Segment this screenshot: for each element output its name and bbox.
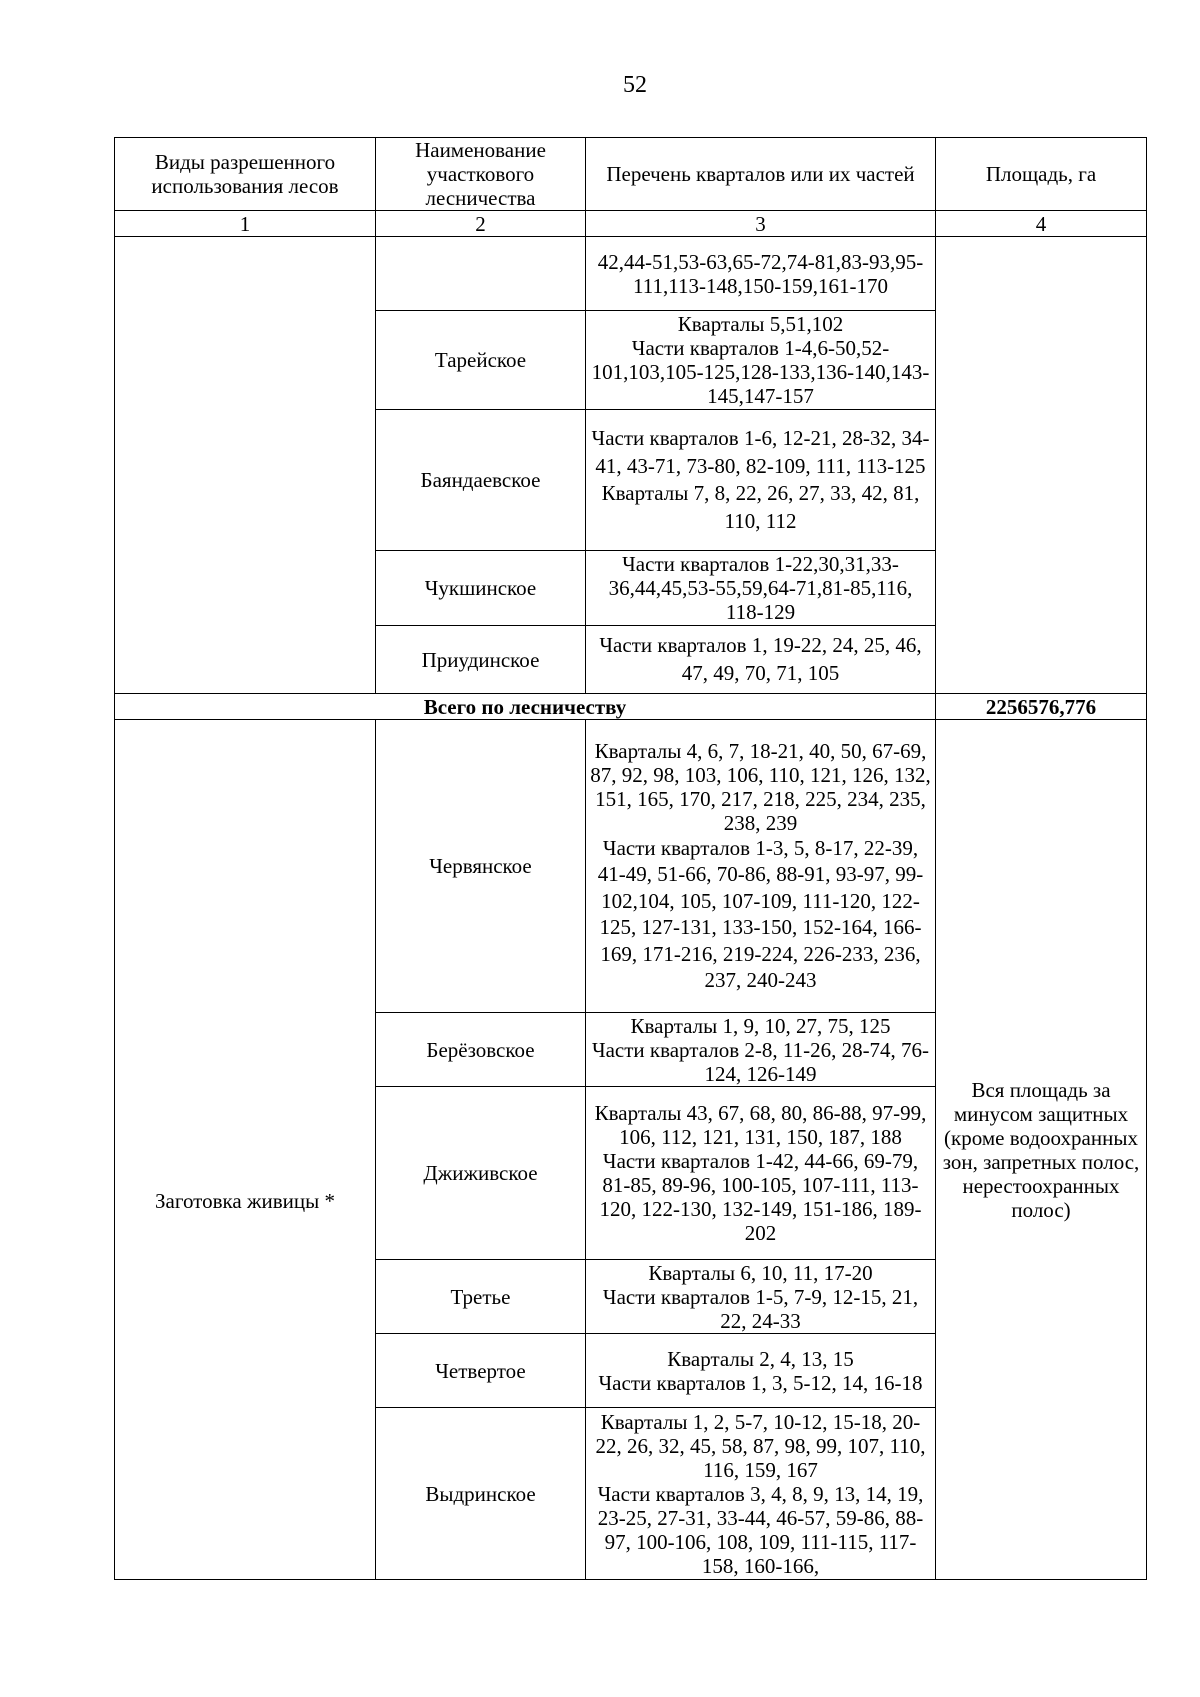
forestry-cell: Четвертое [376, 1334, 586, 1408]
quarters-cell [586, 410, 936, 551]
header-area: Площадь, га [936, 138, 1147, 211]
quarters-text: Части кварталов 2-8, 11-26, 28-74, 76-124, 126-149 [591, 1037, 930, 1086]
quarters-text: Части кварталов 1, 19-22, 24, 25, 46, 47, 49, 70, 71, 105 [599, 633, 922, 685]
quarters-text: Части кварталов 1-6, 12-21, 28-32, 34-41, 43-71, 73-80, 82-109, 111, 113-125 [591, 426, 930, 478]
quarters-cell [586, 1260, 936, 1334]
forestry-cell: Баяндаевское [376, 410, 586, 551]
header-forestry: Наименование участкового лесничества [376, 138, 586, 211]
area-note-cell: Вся площадь за минусом защитных (кроме водоохранных зон, запретных полос, нерестоохранных полос) [936, 720, 1147, 1580]
quarters-text: Части кварталов 3, 4, 8, 9, 13, 14, 19, 23-25, 27-31, 33-44, 46-57, 59-86, 88-97, 100-106, 108, 109, 111-115, 117-158, 160-166, [597, 1481, 924, 1578]
quarters-text: Кварталы 43, 67, 68, 80, 86-88, 97-99, 106, 112, 121, 131, 150, 187, 188 [594, 1101, 927, 1149]
quarters-text: Кварталы 6, 10, 11, 17-20 [648, 1260, 873, 1285]
use-type-cell: Заготовка живицы * [115, 720, 376, 1580]
use-type-cell-empty [115, 237, 376, 694]
column-number-row [115, 211, 1147, 237]
quarters-text: Кварталы 1, 9, 10, 27, 75, 125 [630, 1013, 891, 1038]
quarters-text: 42,44-51,53-63,65-72,74-81,83-93,95-111,113-148,150-159,161-170 [597, 249, 924, 298]
column-number-2: 2 [376, 211, 586, 237]
quarters-cell [586, 626, 936, 694]
total-label: Всего по лесничеству [115, 694, 936, 720]
header-quarters: Перечень кварталов или их частей [586, 138, 936, 211]
quarters-text: Кварталы 7, 8, 22, 26, 27, 33, 42, 81, 110, 112 [601, 481, 920, 533]
quarters-cell [586, 311, 936, 410]
total-value: 2256576,776 [936, 694, 1147, 720]
quarters-cell [586, 1334, 936, 1408]
table-row [115, 237, 1147, 311]
quarters-cell [586, 720, 936, 1013]
quarters-text: Кварталы 4, 6, 7, 18-21, 40, 50, 67-69, 87, 92, 98, 103, 106, 110, 121, 126, 132, 151, 165, 170, 217, 218, 225, 234, 235, 238, 239 [590, 738, 931, 835]
forestry-cell: Третье [376, 1260, 586, 1334]
column-number-1: 1 [115, 211, 376, 237]
forestry-cell: Чукшинское [376, 551, 586, 626]
table-row [115, 720, 1147, 1013]
quarters-text: Части кварталов 1-4,6-50,52-101,103,105-125,128-133,136-140,143-145,147-157 [591, 336, 930, 408]
quarters-text: Части кварталов 1-22,30,31,33-36,44,45,53-55,59,64-71,81-85,116, 118-129 [608, 552, 913, 624]
page-number: 52 [623, 72, 647, 98]
quarters-text: Части кварталов 1-42, 44-66, 69-79, 81-85, 89-96, 100-105, 107-111, 113-120, 122-130, 132-149, 151-186, 189-202 [599, 1149, 922, 1245]
forestry-cell [376, 237, 586, 311]
quarters-text: Части кварталов 1, 3, 5-12, 14, 16-18 [598, 1370, 923, 1395]
quarters-text: Кварталы 2, 4, 13, 15 [667, 1346, 854, 1371]
quarters-cell [586, 551, 936, 626]
header-use-type: Виды разрешенного использования лесов [115, 138, 376, 211]
forestry-cell: Берёзовское [376, 1013, 586, 1087]
area-cell-empty [936, 237, 1147, 694]
forestry-cell: Червянское [376, 720, 586, 1013]
total-row [115, 694, 1147, 720]
quarters-text: Части кварталов 1-3, 5, 8-17, 22-39, 41-49, 51-66, 70-86, 88-91, 93-97, 99-102,104, 105, 107-109, 111-120, 122-125, 127-131, 133-150, 152-164, 166-169, 171-216, 219-224, 226-233, 236, 237, 240-243 [597, 835, 924, 992]
column-number-3: 3 [586, 211, 936, 237]
quarters-text: Части кварталов 1-5, 7-9, 12-15, 21, 22, 24-33 [602, 1284, 919, 1333]
forest-use-table [114, 137, 1147, 1580]
quarters-text: Кварталы 5,51,102 [677, 312, 844, 336]
forestry-cell: Выдринское [376, 1408, 586, 1580]
quarters-cell [586, 1087, 936, 1260]
forestry-cell: Тарейское [376, 311, 586, 410]
quarters-cell [586, 1013, 936, 1087]
quarters-cell [586, 237, 936, 311]
column-number-4: 4 [936, 211, 1147, 237]
quarters-text: Кварталы 1, 2, 5-7, 10-12, 15-18, 20-22, 26, 32, 45, 58, 87, 98, 99, 107, 110, 116, 159, 167 [595, 1409, 926, 1482]
table-header-row [115, 138, 1147, 211]
quarters-cell [586, 1408, 936, 1580]
forestry-cell: Джиживское [376, 1087, 586, 1260]
forestry-cell: Приудинское [376, 626, 586, 694]
